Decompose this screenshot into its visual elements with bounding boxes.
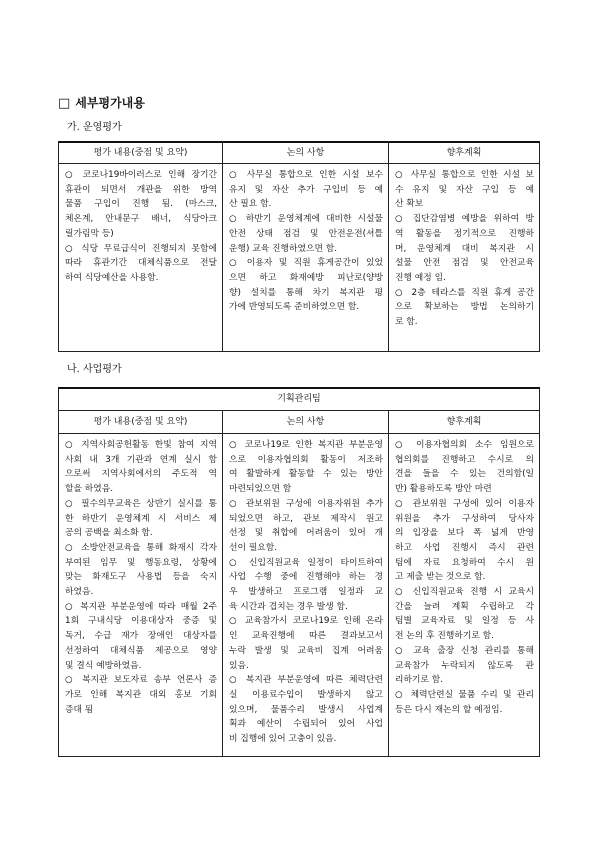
bullet-text-line: 로 함. xyxy=(395,317,418,328)
bullet-text-line: ○ 신입직원교육 일정이 타이트하여 xyxy=(229,557,383,568)
bullet-text-line: 공의 공백을 최소화 함. xyxy=(65,528,153,539)
bullet-text-line: ○ 소방안전교육을 통해 화재시 각자 xyxy=(65,542,217,553)
bullet-text-line: ○ 복지관 부분운영에 따라 매월 2주 xyxy=(65,601,217,612)
bullet-item xyxy=(395,286,534,330)
bullet-text-line: 하였음. xyxy=(65,587,94,598)
team-name-row: 기획관리팀 xyxy=(59,389,539,411)
future-plan-cell xyxy=(389,434,539,756)
bullet-text-line: 우 발생하고 프로그램 일정과 교 xyxy=(229,587,383,598)
bullet-item xyxy=(395,497,534,585)
bullet-text-line: ○ 코로나19로 인한 복지관 부분운영 xyxy=(229,440,383,450)
bullet-text-line: 팀에 자료 요청하여 수시 원 xyxy=(395,557,534,568)
bullet-item xyxy=(65,600,217,674)
header-discussion: 논의 사항 xyxy=(223,143,389,163)
bullet-text-line: ○ 복지관 부분운영에 따른 체력단련 xyxy=(229,675,383,686)
bullet-text-line: 교육참가 누락되지 않도록 관 xyxy=(395,660,534,671)
bullet-item xyxy=(65,438,217,497)
bullet-item xyxy=(395,438,534,497)
bullet-text-line: 안전 상태 점검 및 안전운전(셔틀 xyxy=(229,228,383,239)
bullet-text-line: 선이 필요함. xyxy=(229,542,278,553)
bullet-text-line: 산 확보 xyxy=(395,199,424,210)
bullet-text-line: 운행) 교육 진행하였으면 함. xyxy=(229,243,338,254)
bullet-text-line: 할을 하였음. xyxy=(65,484,114,495)
bullet-text-line: 유지 및 자산 추가 구입비 등 예 xyxy=(229,184,383,195)
bullet-text-line: 누락 발생 및 교육비 집계 어려움 xyxy=(229,645,383,656)
section-heading xyxy=(58,95,145,112)
bullet-text-line: ○ 교육 출장 신청 관리를 통해 xyxy=(395,645,534,656)
bullet-text-line: 가에 반영되도록 준비하였으면 함. xyxy=(229,302,360,313)
bullet-item xyxy=(65,242,217,286)
header-discussion: 논의 사항 xyxy=(223,411,389,433)
bullet-item xyxy=(229,212,383,256)
bullet-text-line: 릴가림막 등) xyxy=(65,228,114,239)
bullet-text-line: 있음. xyxy=(229,660,249,671)
bullet-text-line: 반) 활용하도록 방안 마련 xyxy=(395,484,492,495)
discussion-cell xyxy=(223,434,389,756)
bullet-item xyxy=(65,673,217,717)
bullet-item xyxy=(65,168,217,242)
bullet-text-line: 여 활발하게 활동할 수 있는 방안 xyxy=(229,469,383,480)
bullet-text-line: 물품 구입이 진행 됨. (마스크, xyxy=(65,199,217,210)
table-body-row xyxy=(59,164,539,351)
bullet-text-line: 협의회를 진행하고 수시로 의 xyxy=(395,454,534,465)
bullet-text-line: ○ 2층 테라스를 직원 휴게 공간 xyxy=(395,287,534,298)
table-header-row xyxy=(59,143,539,164)
bullet-text-line: 부여된 임무 및 행동요령, 상황에 xyxy=(65,557,217,568)
bullet-text-line: 사회 내 3개 기관과 연계 실시 함 xyxy=(65,454,217,465)
bullet-text-line: 마련되었으면 함 xyxy=(229,484,292,495)
bullet-text-line: 으로 확보하는 방법 논의하기 xyxy=(395,302,534,313)
bullet-text-line: 육 시간과 겹치는 경우 발생 함. xyxy=(229,601,348,612)
header-future-plan: 향후계획 xyxy=(446,417,482,427)
bullet-text-line: 한 하반기 운영체계 시 서비스 제 xyxy=(65,513,217,524)
bullet-text-line: 하고 사업 진행시 즉시 관련 xyxy=(395,542,534,553)
bullet-text-line: 독거, 수급 재가 장애인 대상자를 xyxy=(65,631,217,642)
bullet-text-line: ○ 이용자 및 직원 휴게공간이 있었 xyxy=(229,258,383,269)
bullet-text-line: 향) 설치를 통해 차기 복지관 평 xyxy=(229,287,383,298)
heading-title: 세부평가내용 xyxy=(75,96,145,110)
bullet-text-line: 선정하여 대체식품 제공으로 영양 xyxy=(65,645,217,656)
bullet-text-line: 의 입장을 보다 폭 넓게 반영 xyxy=(395,528,534,539)
bullet-text-line: ○ 관보위원 구성에 있어 이용자 xyxy=(395,498,534,509)
bullet-text-line: 증대 됨 xyxy=(65,704,94,715)
bullet-text-line: 사업 수행 중에 진행해야 하는 경 xyxy=(229,572,383,583)
bullet-item xyxy=(395,168,534,212)
bullet-text-line: 1회 구내식당 이용대상자 중증 및 xyxy=(65,616,217,627)
subsection-label-program: 나. 사업평가 xyxy=(67,364,122,375)
bullet-text-line: 산 필요 함. xyxy=(229,199,272,210)
bullet-item xyxy=(229,438,383,497)
bullet-text-line: 위원을 추가 구성하여 당사자 xyxy=(395,513,534,524)
table-header-row xyxy=(59,411,539,434)
bullet-text-line: 되었으면 하고, 관보 제작시 원고 xyxy=(229,513,383,524)
bullet-text-line: 맞는 화재도구 사용법 등을 숙지 xyxy=(65,572,217,583)
bullet-text-line: 및 결식 예방하였음. xyxy=(65,660,142,671)
bullet-text-line: 선정 및 취합에 어려움이 있어 개 xyxy=(229,528,383,539)
bullet-text-line: 전 논의 후 진행하기로 함. xyxy=(395,631,494,642)
bullet-text-line: ○ 사무실 통합으로 인한 시설 보수 xyxy=(229,170,383,180)
bullet-text-line: ○ 사무실 통합으로 인한 시설 보 xyxy=(395,170,534,180)
evaluation-content-cell xyxy=(59,434,223,756)
bullet-item xyxy=(65,541,217,600)
bullet-item xyxy=(395,585,534,644)
bullet-text-line: 있으며, 물품수리 발생시 사업계 xyxy=(229,704,383,715)
bullet-text-line: ○ 코로나19바이러스로 인해 장기간 xyxy=(65,170,217,180)
bullet-text-line: 등은 다시 재논의 할 예정임. xyxy=(395,704,503,715)
bullet-text-line: 팀별 교육자료 및 일정 등 사 xyxy=(395,616,534,627)
bullet-text-line: 으로써 지역사회에서의 주도적 역 xyxy=(65,469,217,480)
bullet-text-line: 획과 예산이 수립되어 있어 사업 xyxy=(229,719,383,730)
header-future-plan: 향후계획 xyxy=(446,148,482,158)
bullet-text-line: ○ 집단감염병 예방을 위하여 방 xyxy=(395,214,534,225)
bullet-text-line: 역 활동을 정기적으로 진행하 xyxy=(395,228,534,239)
bullet-text-line: 리하기로 함. xyxy=(395,675,444,686)
square-bullet-icon: □ xyxy=(58,96,71,111)
bullet-text-line: 고 제출 받는 것으로 함. xyxy=(395,572,486,583)
subsection-label-operation: 가. 운영평가 xyxy=(67,122,122,133)
bullet-item xyxy=(229,168,383,212)
header-evaluation-content: 평가 내용(중점 및 요약) xyxy=(59,411,223,433)
table-body-row xyxy=(59,434,539,756)
bullet-text-line: 으면 하고 화재예방 피난로(양방 xyxy=(229,272,383,283)
bullet-text-line: 하여 식당예산을 사용함. xyxy=(65,272,159,283)
bullet-text-line: ○ 식당 무료급식이 진행되지 못함에 xyxy=(65,243,217,254)
bullet-text-line: 휴관이 되면서 개관을 위한 방역 xyxy=(65,184,217,195)
bullet-item xyxy=(229,256,383,315)
bullet-item xyxy=(229,497,383,556)
bullet-text-line: ○ 지역사회공헌활동 한빛 참여 지역 xyxy=(65,440,217,450)
bullet-text-line: 인 교육진행에 따른 결과보고서 xyxy=(229,631,383,642)
bullet-text-line: 실 이용료수입이 발생하지 않고 xyxy=(229,689,383,700)
bullet-text-line: 설물 안전 점검 및 안전교육 xyxy=(395,258,534,269)
bullet-text-line: ○ 체력단련실 물품 수리 및 관리 xyxy=(395,689,534,700)
program-evaluation-table xyxy=(58,387,540,757)
bullet-text-line: ○ 하반기 운영체계에 대비한 시설물 xyxy=(229,214,383,225)
bullet-text-line: ○ 필수의무교육은 상반기 실시를 통 xyxy=(65,498,217,509)
operation-evaluation-table xyxy=(58,141,540,352)
evaluation-content-cell xyxy=(59,164,223,351)
bullet-text-line: ○ 이용자협의회 소수 임원으로 xyxy=(395,440,534,450)
bullet-text-line: 간을 늘려 계획 수립하고 각 xyxy=(395,601,534,612)
bullet-item xyxy=(65,497,217,541)
bullet-text-line: ○ 신입직원교육 진행 시 교육시 xyxy=(395,587,534,598)
bullet-item xyxy=(229,673,383,747)
header-evaluation-content: 평가 내용(중점 및 요약) xyxy=(59,143,223,163)
bullet-text-line: ○ 관보위원 구성에 이용자위원 추가 xyxy=(229,498,383,509)
bullet-item xyxy=(395,212,534,286)
bullet-text-line: ○ 교육참가시 코로나19로 인해 온라 xyxy=(229,616,383,627)
bullet-item xyxy=(395,688,534,717)
future-plan-cell xyxy=(389,164,539,351)
bullet-text-line: 가로 인해 복지관 대외 홍보 기회 xyxy=(65,689,217,700)
bullet-item xyxy=(229,614,383,673)
discussion-cell xyxy=(223,164,389,351)
bullet-text-line: 며, 운영체계 대비 복지관 시 xyxy=(395,243,534,254)
bullet-text-line: 견을 들을 수 있는 건의함(일 xyxy=(395,469,534,480)
bullet-text-line: 진행 예정 임. xyxy=(395,272,446,283)
bullet-text-line: 따라 휴관기간 대체식품으로 전달 xyxy=(65,258,217,269)
bullet-text-line: 수 유지 및 자산 구입 등 예 xyxy=(395,184,534,195)
bullet-item xyxy=(229,556,383,615)
bullet-text-line: 비 집행에 있어 고충이 있음. xyxy=(229,734,337,745)
bullet-text-line: 체온계, 안내문구 배너, 식당아크 xyxy=(65,214,217,225)
bullet-item xyxy=(395,644,534,688)
bullet-text-line: ○ 복지관 보도자료 송부 언론사 증 xyxy=(65,675,217,686)
bullet-text-line: 으로 이용자협의회 활동이 저조하 xyxy=(229,454,383,465)
